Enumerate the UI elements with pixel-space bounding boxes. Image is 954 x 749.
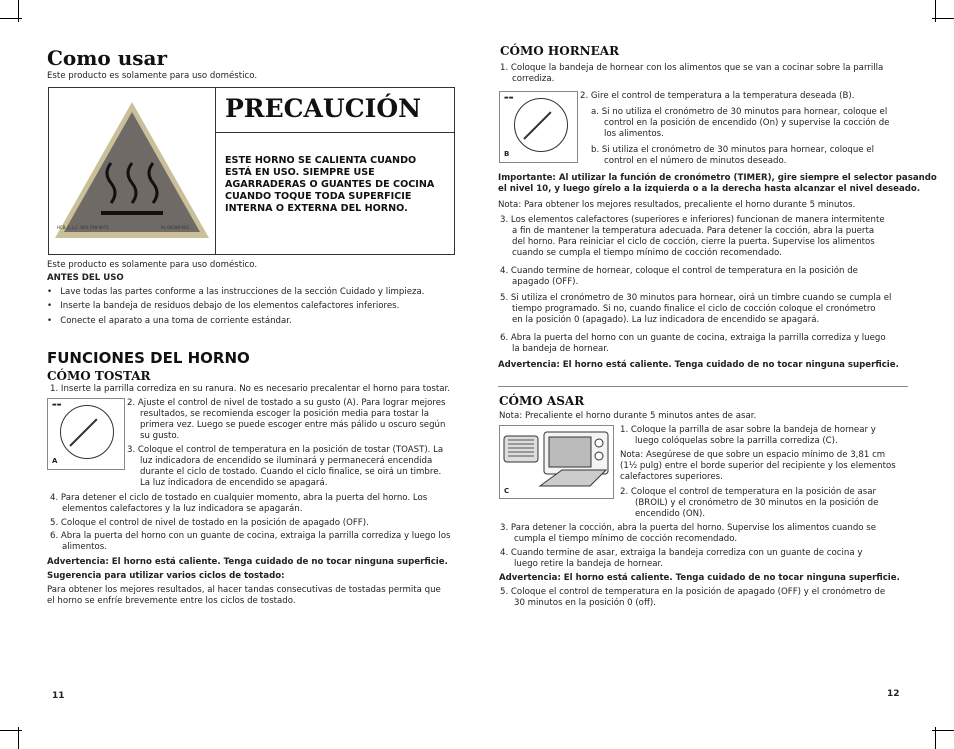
- toast-step-2: 2. Ajuste el control de nivel de tostado a su gusto (A). Para lograr mejores resultados, se recomienda escoger la posición media para tostar la primera vez. Luego se puede escoger entre más pálido u oscuro según su gusto.: [127, 398, 446, 441]
- broil-step-2: 2. Coloque el control de temperatura en la posición de asar (BROIL) y el cronómetro de 30 minutos en la posición de encendido (ON).: [620, 487, 879, 519]
- bake-step-5: 5. Si utiliza el cronómetro de 30 minutos para hornear, oirá un timbre cuando se cumpla el tiempo programado. Si no, cuando finalice el ciclo de cocción coloque el cronómetro en la posición 0 (apagado). La luz indicadora de encendido se apagará.: [500, 293, 892, 325]
- toast-warning: Advertencia: El horno está caliente. Tenga cuidado de no tocar ninguna superficie.: [47, 557, 448, 567]
- domestic-note: Este producto es solamente para uso doméstico.: [47, 260, 258, 270]
- broil-step-5: 5. Coloque el control de temperatura en la posición de apagado (OFF) y el cronómetro de 30 minutos en la posición 0 (off).: [500, 587, 886, 608]
- page-title: Como usar: [47, 46, 168, 70]
- bake-step-2a: a. Si no utiliza el cronómetro de 30 minutos para hornear, coloque el control en la posición de encendido (On) y supervise la cocción de los alimentos.: [591, 107, 890, 139]
- toaster-oven-illustration: [500, 426, 613, 498]
- page-number-left: 11: [52, 691, 65, 701]
- subtitle: Este producto es solamente para uso doméstico.: [47, 71, 258, 81]
- bake-step-4: 4. Cuando termine de hornear, coloque el control de temperatura en la posición de apagado (OFF).: [500, 266, 858, 287]
- warning-image: [49, 88, 216, 254]
- toast-heading: CÓMO TOSTAR: [47, 369, 151, 383]
- bake-step-3: 3. Los elementos calefactores (superiores e inferiores) funcionan de manera intermitente a fin de mantener la temperatura adecuada. Para detener la cocción, abra la puerta del horno. Para reiniciar el ciclo de cocción, cierre la puerta. Supervise los alimentos cuando se cumpla el tiempo mínimo de cocción recomendado.: [500, 215, 885, 258]
- bake-step-2b: b. Si utiliza el cronómetro de 30 minutos para hornear, coloque el control en el número de minutos deseado.: [591, 145, 874, 166]
- bake-important: Importante: Al utilizar la función de cronómetro (TIMER), gire siempre el selector pasando el nivel 10, y luego gírelo a la izquierda o a la derecha hasta alcanzar el nivel deseado.: [498, 173, 937, 194]
- image-label: C: [504, 487, 510, 495]
- toast-step-4: 4. Para detener el ciclo de tostado en cualquier momento, abra la puerta del horno. Los elementos calefactores y la luz indicadora se apagarán.: [50, 493, 428, 514]
- bullet-item: • Conecte el aparato a una toma de corriente estándar.: [47, 316, 292, 326]
- dial-b-image: [499, 91, 578, 163]
- crop-mark: [0, 18, 22, 19]
- broil-note: Nota: Precaliente el horno durante 5 minutos antes de asar.: [499, 411, 757, 421]
- label-small-left: HCB, L.L.C. 800-798-9071: [57, 225, 109, 230]
- broil-warning: Advertencia: El horno está caliente. Tenga cuidado de no tocar ninguna superficie.: [499, 573, 900, 583]
- bake-step-1: 1. Coloque la bandeja de hornear con los alimentos que se van a cocinar sobre la parrilla corrediza.: [500, 63, 884, 84]
- dial-a-image: [47, 398, 125, 470]
- dial-label: B: [504, 150, 510, 158]
- bake-step-6: 6. Abra la puerta del horno con un guante de cocina, extraiga la parrilla corrediza y luego la bandeja de hornear.: [500, 333, 886, 354]
- crop-mark: [0, 730, 22, 731]
- brand-mark: ▬▬: [52, 402, 62, 408]
- bake-step-2: 2. Gire el control de temperatura a la temperatura deseada (B).: [580, 91, 855, 101]
- toast-step-5: 5. Coloque el control de nivel de tostado en la posición de apagado (OFF).: [50, 518, 369, 528]
- functions-heading: FUNCIONES DEL HORNO: [47, 349, 250, 367]
- dial-face: [514, 98, 568, 152]
- crop-mark: [932, 18, 954, 19]
- dial-label: A: [52, 457, 58, 465]
- crop-mark: [932, 730, 954, 731]
- section-divider: [498, 386, 908, 387]
- caution-heading: PRECAUCIÓN: [225, 94, 421, 123]
- toast-tip-heading: Sugerencia para utilizar varios ciclos de tostado:: [47, 571, 285, 581]
- before-use-heading: ANTES DEL USO: [47, 273, 124, 283]
- label-small-right: Pn 00398-003: [161, 225, 189, 230]
- page-number-right: 12: [887, 689, 900, 699]
- toast-step-1: 1. Inserte la parrilla corrediza en su ranura. No es necesario precalentar el horno para tostar.: [50, 384, 451, 394]
- broil-step-1: 1. Coloque la parrilla de asar sobre la bandeja de hornear y luego colóquelas sobre la parrilla corrediza (C).: [620, 425, 876, 446]
- bake-warning: Advertencia: El horno está caliente. Tenga cuidado de no tocar ninguna superficie.: [498, 360, 899, 370]
- bake-heading: CÓMO HORNEAR: [500, 44, 620, 58]
- broil-heading: CÓMO ASAR: [499, 394, 585, 408]
- bake-note: Nota: Para obtener los mejores resultados, precaliente el horno durante 5 minutos.: [498, 200, 856, 210]
- dial-face: [60, 405, 114, 459]
- broil-step-3: 3. Para detener la cocción, abra la puerta del horno. Supervise los alimentos cuando se cumpla el tiempo mínimo de cocción recomendado.: [500, 523, 877, 544]
- bullet-item: • Inserte la bandeja de residuos debajo de los elementos calefactores inferiores.: [47, 301, 400, 311]
- caution-divider: [216, 132, 454, 133]
- toast-tip-text: Para obtener los mejores resultados, al hacer tandas consecutivas de tostadas permita que el horno se enfríe brevemente entre los ciclos de tostado.: [47, 585, 441, 606]
- toast-step-6: 6. Abra la puerta del horno con un guante de cocina, extraiga la parrilla corrediza y luego los alimentos.: [50, 531, 451, 552]
- oven-image: [499, 425, 614, 499]
- brand-mark: ▬▬: [504, 95, 514, 101]
- broil-step-4: 4. Cuando termine de asar, extraiga la bandeja corrediza con un guante de cocina y luego retire la bandeja de hornear.: [500, 548, 863, 569]
- caution-box: [48, 87, 455, 255]
- caution-warning-text: ESTE HORNO SE CALIENTA CUANDO ESTÁ EN USO. SIEMPRE USE AGARRADERAS O GUANTES DE COCINA CUANDO TOQUE TODA SUPERFICIE INTERNA O EXTERNA DEL HORNO.: [225, 155, 435, 214]
- bullet-item: • Lave todas las partes conforme a las instrucciones de la sección Cuidado y limpieza.: [47, 287, 425, 297]
- toast-step-3: 3. Coloque el control de temperatura en la posición de tostar (TOAST). La luz indicadora de encendido se iluminará y permanecerá encendida durante el ciclo de tostado. Cuando el ciclo finalice, se oirá un timbre. La luz indicadora de encendido se apagará.: [127, 445, 444, 488]
- broil-note-2: Nota: Asegúrese de que sobre un espacio mínimo de 3,81 cm (1½ pulg) entre el borde superior del recipiente y los elementos calefactores superiores.: [620, 450, 896, 482]
